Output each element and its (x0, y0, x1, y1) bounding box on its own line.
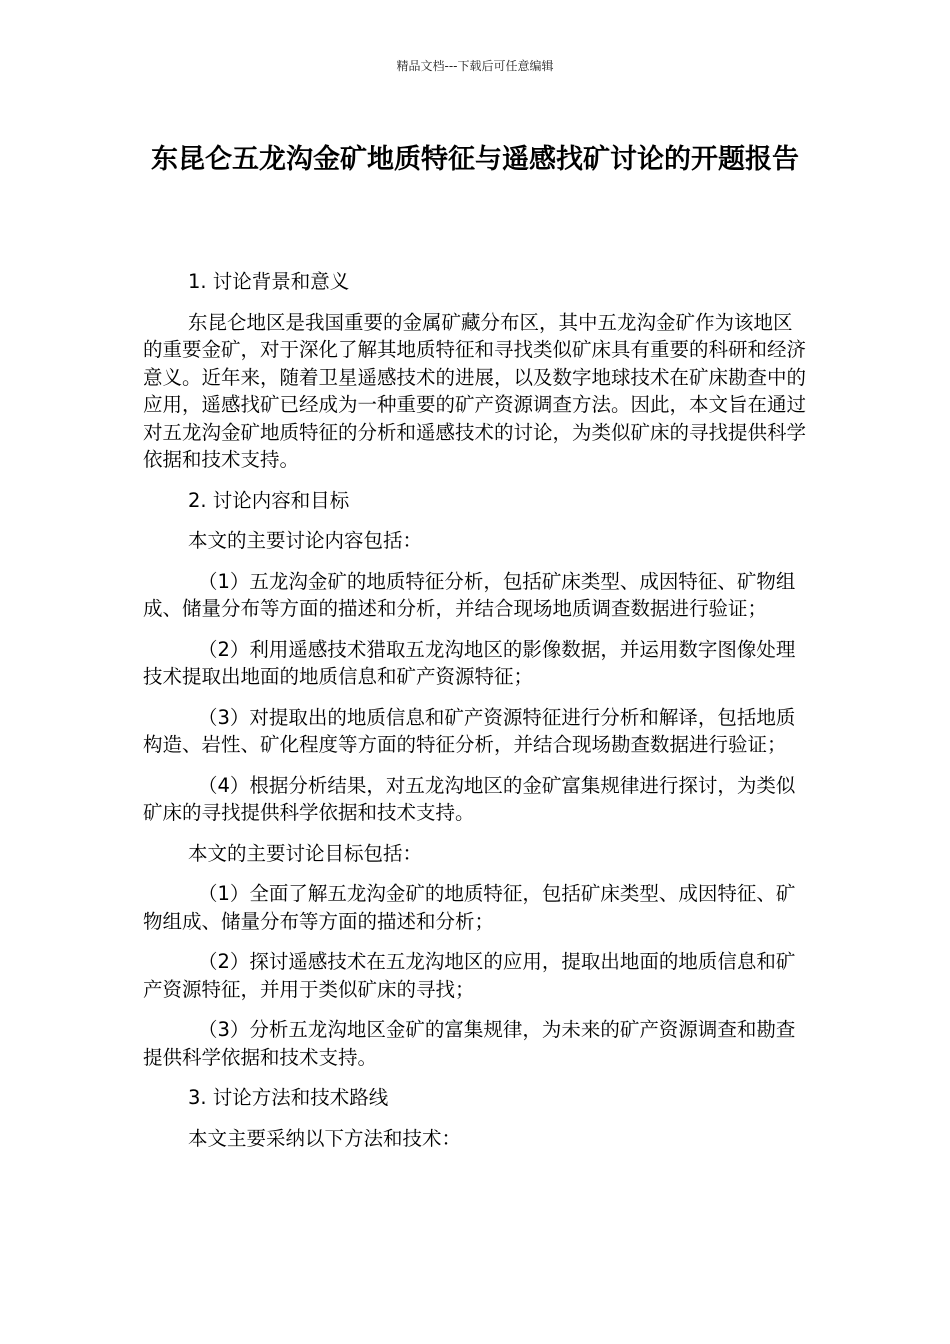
body-paragraph: 东昆仑地区是我国重要的金属矿藏分布区，其中五龙沟金矿作为该地区的重要金矿，对于深化了解其地质特征和寻找类似矿床具有重要的科研和经济意义。近年来，随着卫星遥感技术的进展，以及数字地球技术在矿床勘查中的应用，遥感找矿已经成为一种重要的矿产资源调查方法。因此，本文旨在通过对五龙沟金矿地质特征的分析和遥感技术的讨论，为类似矿床的寻找提供科学依据和技术支持。 (143, 310, 807, 471)
section-heading: 1. 讨论背景和意义 (188, 270, 350, 293)
list-item: （4）根据分析结果，对五龙沟地区的金矿富集规律进行探讨，为类似矿床的寻找提供科学依据和技术支持。 (143, 773, 796, 824)
body-paragraph: 本文的主要讨论目标包括： (188, 841, 423, 865)
list-item: （2）利用遥感技术猎取五龙沟地区的影像数据，并运用数字图像处理技术提取出地面的地质信息和矿产资源特征； (143, 637, 796, 688)
document-body (143, 268, 807, 1165)
header-note: 精品文档---下载后可任意编辑 (396, 59, 554, 73)
list-item: （3）分析五龙沟地区金矿的富集规律，为未来的矿产资源调查和勘查提供科学依据和技术支持。 (143, 1018, 796, 1069)
list-item: （2）探讨遥感技术在五龙沟地区的应用，提取出地面的地质信息和矿产资源特征，并用于类似矿床的寻找； (143, 950, 796, 1001)
section-heading: 3. 讨论方法和技术路线 (188, 1086, 389, 1109)
list-item: （1）五龙沟金矿的地质特征分析，包括矿床类型、成因特征、矿物组成、储量分布等方面的描述和分析，并结合现场地质调查数据进行验证； (143, 569, 796, 620)
body-paragraph: 本文的主要讨论内容包括： (188, 529, 423, 552)
section-heading: 2. 讨论内容和目标 (188, 488, 350, 512)
document-title: 东昆仑五龙沟金矿地质特征与遥感找矿讨论的开题报告 (151, 144, 799, 175)
list-item: （3）对提取出的地质信息和矿产资源特征进行分析和解译，包括地质构造、岩性、矿化程度等方面的特征分析，并结合现场勘查数据进行验证； (143, 705, 796, 756)
list-item: （1）全面了解五龙沟金矿的地质特征，包括矿床类型、成因特征、矿物组成、储量分布等方面的描述和分析； (143, 882, 796, 933)
body-paragraph: 本文主要采纳以下方法和技术： (188, 1126, 462, 1150)
